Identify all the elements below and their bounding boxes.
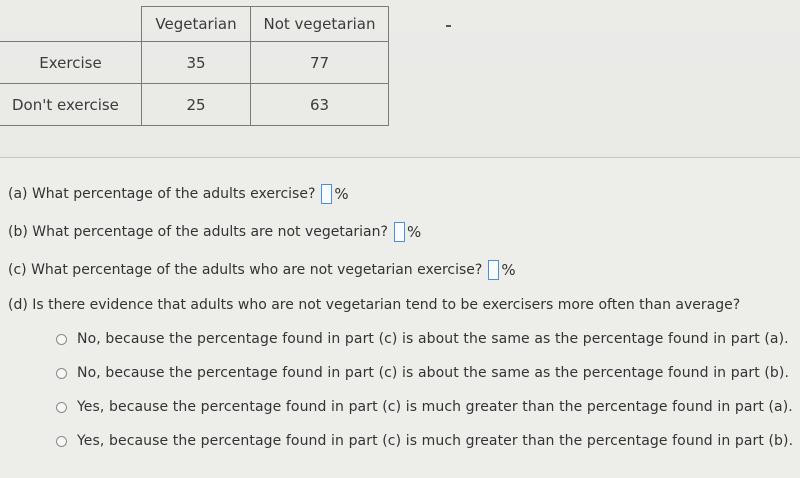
question-d-text: (d) Is there evidence that adults who are not vegetarian tend to be exercisers more often than average? [8, 297, 741, 313]
cell-exercise-not-vegetarian: 77 [251, 42, 389, 84]
answer-input-a[interactable] [321, 184, 332, 204]
question-panel [0, 157, 800, 478]
option-d-1[interactable] [56, 331, 789, 347]
row-label-exercise: Exercise [0, 42, 142, 84]
option-label: No, because the percentage found in part (c) is about the same as the percentage found in part (a). [77, 331, 789, 347]
option-d-2[interactable] [56, 365, 789, 381]
option-d-4[interactable] [56, 433, 793, 449]
radio-button[interactable] [56, 436, 67, 447]
table-row [0, 42, 389, 84]
radio-button[interactable] [56, 402, 67, 413]
stray-mark [446, 25, 451, 27]
table-row [0, 84, 389, 126]
percent-unit-b: % [406, 223, 422, 241]
percent-unit-c: % [501, 261, 516, 279]
cell-exercise-vegetarian: 35 [142, 42, 251, 84]
answer-input-c[interactable] [488, 260, 499, 280]
question-a [8, 184, 349, 204]
option-d-3[interactable] [56, 399, 793, 415]
answer-input-b[interactable] [394, 222, 405, 242]
cell-dont-exercise-not-vegetarian: 63 [251, 84, 389, 126]
option-label: Yes, because the percentage found in part (c) is much greater than the percentage found in part (a). [77, 399, 793, 415]
question-c [8, 260, 516, 280]
option-label: No, because the percentage found in part (c) is about the same as the percentage found in part (b). [77, 365, 790, 381]
table-header-row [0, 7, 389, 42]
row-label-dont-exercise: Don't exercise [0, 84, 142, 126]
question-c-text: (c) What percentage of the adults who are not vegetarian exercise? [8, 262, 483, 278]
percent-unit-a: % [334, 185, 349, 203]
question-b-text: (b) What percentage of the adults are not vegetarian? [8, 224, 388, 240]
option-label: Yes, because the percentage found in part (c) is much greater than the percentage found in part (b). [77, 433, 794, 449]
column-header-vegetarian: Vegetarian [142, 7, 251, 42]
radio-button[interactable] [56, 368, 67, 379]
question-a-text: (a) What percentage of the adults exercise? [8, 186, 316, 202]
column-header-not-vegetarian: Not vegetarian [251, 7, 389, 42]
cell-dont-exercise-vegetarian: 25 [142, 84, 251, 126]
table-corner-cell [0, 7, 142, 42]
question-b [8, 222, 421, 242]
question-d [8, 297, 740, 313]
radio-button[interactable] [56, 334, 67, 345]
frequency-table [0, 6, 389, 126]
